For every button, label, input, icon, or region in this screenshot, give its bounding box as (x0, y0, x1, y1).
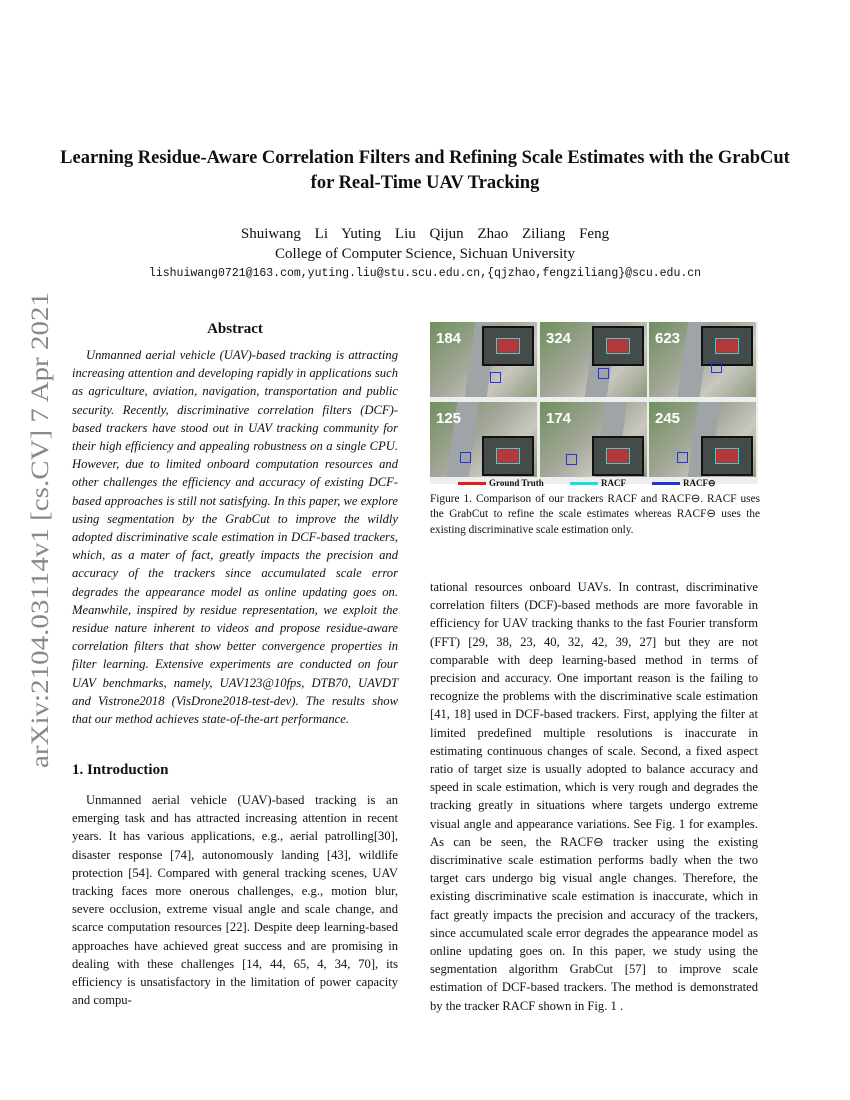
legend-item-racf-minus (652, 478, 716, 489)
frame-number: 245 (655, 410, 681, 427)
legend-item-ground-truth (458, 478, 544, 488)
frame-number: 623 (655, 330, 681, 347)
figure-1-image (430, 322, 758, 484)
frame-number: 324 (546, 330, 572, 347)
arxiv-identifier-text: arXiv:2104.03114v1 [cs.CV] 7 Apr 2021 (27, 357, 54, 768)
paper-title: Learning Residue-Aware Correlation Filters and Refining Scale Estimates with the GrabCut for Real-Time UAV Tracking (60, 148, 790, 193)
frame-number: 174 (546, 410, 572, 427)
affiliation: College of Computer Science, Sichuan University (275, 246, 575, 262)
frame-number: 184 (436, 330, 462, 347)
introduction-text: Unmanned aerial vehicle (UAV)-based tracking is an emerging task and has attracted increasing attention in recent years. It has various applications, e.g., aerial patrolling[30], disaster response [74], autonomously landing [43], wildlife protection [54]. Compared with general tracking scenes, UAV tracking faces more onerous challenges, e.g., motion blur, severe occlusion, extreme visual angle and scale change, and scarce computation resources [22]. Despite deep learning-based approaches have achieved great success and are promising in dealing with these challenges [14, 44, 65, 4, 34, 70], its efficiency is unsatisfactory in the limitation of power capacity and compu- (72, 793, 398, 1008)
abstract-text: Unmanned aerial vehicle (UAV)-based tracking is attracting increasing attention and developing rapidly in applications such as agriculture, aviation, navigation, transportation and public security. Recently, discriminative correlation filters (DCF)-based trackers have stood out in UAV tracking community for their high efficiency and appealing robustness on a single CPU. However, due to limited onboard computation resources and other challenges the efficiency and accuracy of existing DCF-based approaches is still not satisfying. In this paper, we explore using segmentation by the GrabCut to improve the wildly adopted discriminative scale estimation in DCF-based trackers, which, as a mater of fact, greatly impacts the precision and accuracy of the trackers since accumulated scale error degrades the appearance model as online updating goes on. Meanwhile, inspired by residue representation, we exploit the residue nature inherent to videos and propose residue-aware correlation filters that show better convergence properties in filter learning. Extensive experiments are conducted on four UAV benchmarks, namely, UAV123@10fps, DTB70, UAVDT and Vistrone2018 (VisDrone2018-test-dev). The results show that our method achieves state-of-the-art performance. (72, 348, 398, 727)
frame-number: 125 (436, 410, 462, 427)
right-column-text: tational resources onboard UAVs. In contrast, discriminative correlation filters (DCF)-based methods are more favorable in efficiency for UAV tracking thanks to the fast Fourier transform (FFT) [29, 38, 23, 40, 32, 42, 39, 27] but they are not comparable with deep learning-based method in terms of precision and accuracy. One important reason is the failing to recognize the problems with the discriminative scale estimation [41, 18] used in DCF-based trackers. First, applying the filter at limited predefined multiple resolutions is inaccurate in estimating continuous changes of scale. Second, a fixed aspect ratio of target size is usually adopted to balance accuracy and speed in scale estimation, which is very rough and degrades the tracking greatly in situations where targets undergo extreme visual angle and appearance variations. See Fig. 1 for examples. As can be seen, the RACF⊖ tracker using the existing discriminative scale estimation performs badly when the two target cars undergo big visual angle changes. Therefore, the existing discriminative scale estimation is inaccurate, which in fact greatly impacts the precision and accuracy of the trackers, since accumulated scale error degrades the appearance model as online updating goes on. In this paper, we study using the segmentation algorithm GrabCut [57] to improve scale estimation of DCF-based trackers. The method is demonstrated by the tracker RACF shown in Fig. 1 . (430, 580, 758, 1013)
legend-swatch (570, 482, 598, 485)
legend-label: Ground Truth (489, 478, 544, 488)
legend-item-racf (570, 478, 626, 488)
arxiv-identifier-graphic (22, 290, 56, 770)
zoom-inset (701, 436, 753, 476)
figure-frame-tile (430, 322, 537, 397)
zoom-inset (592, 436, 644, 476)
legend-label: RACF (601, 478, 626, 488)
section-heading-introduction: 1. Introduction (72, 762, 169, 778)
zoom-inset (482, 326, 534, 366)
legend-swatch (458, 482, 486, 485)
figure-frame-tile (649, 402, 756, 477)
zoom-inset (482, 436, 534, 476)
figure-frame-tile (430, 402, 537, 477)
abstract-heading: Abstract (207, 321, 263, 337)
figure-legend (430, 478, 758, 488)
figure-frame-tile (649, 322, 756, 397)
zoom-inset (592, 326, 644, 366)
figure-frame-tile (540, 322, 647, 397)
figure-caption: Figure 1. Comparison of our trackers RACF and RACF⊖. RACF uses the GrabCut to refine the scale estimates whereas RACF⊖ uses the existing discriminative scale estimation only. (430, 493, 760, 536)
zoom-inset (701, 326, 753, 366)
legend-label: RACF⊖ (683, 478, 716, 488)
figure-frame-tile (540, 402, 647, 477)
arxiv-identifier (22, 290, 56, 770)
author-list: Shuiwang Li Yuting Liu Qijun Zhao Ziliang Feng (240, 226, 610, 242)
author-emails: lishuiwang0721@163.com,yuting.liu@stu.scu.edu.cn,{qjzhao,fengziliang}@scu.edu.cn (148, 267, 702, 280)
legend-swatch (652, 482, 680, 485)
